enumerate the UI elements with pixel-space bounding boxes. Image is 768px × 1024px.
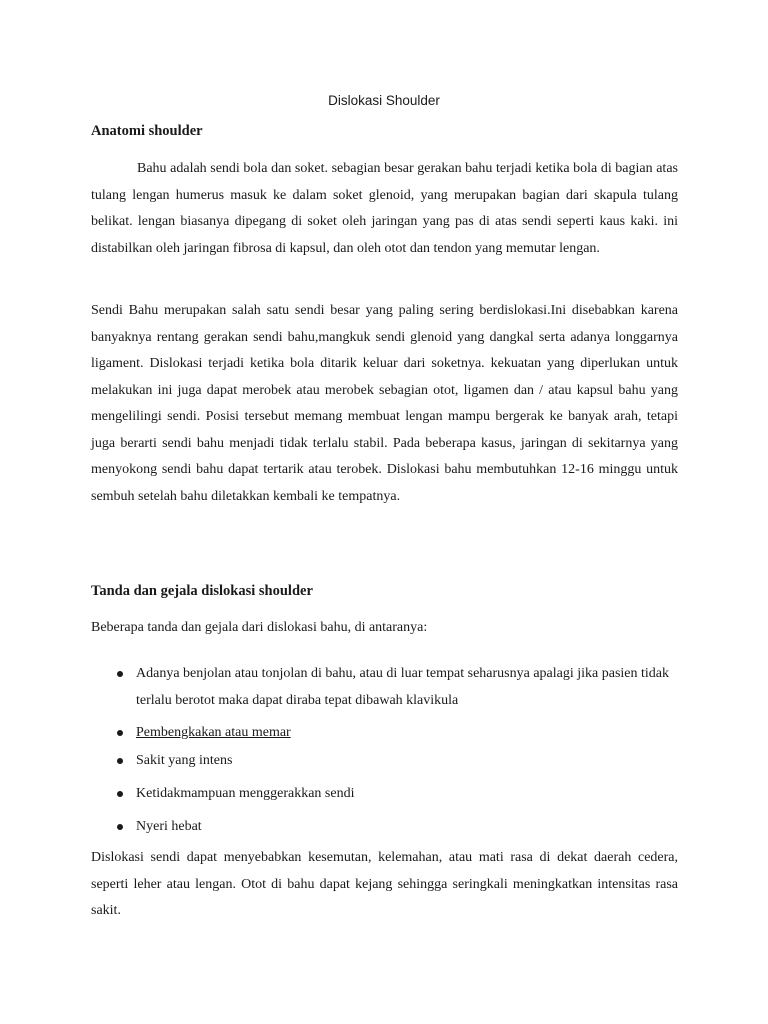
list-item-text: Adanya benjolan atau tonjolan di bahu, atau di luar tempat seharusnya apalagi jika pasien tidak terlalu berotot maka dapat diraba tepat dibawah klavikula [136,666,669,708]
paragraph-anatomi-1: Bahu adalah sendi bola dan soket. sebagian besar gerakan bahu terjadi ketika bola di bagian atas tulang lengan humerus masuk ke dalam soket glenoid, yang merupakan bagian dari skapula tulang belikat. lengan biasanya dipegang di soket oleh jaringan yang pas di atas sendi seperti kaus kaki. ini distabilkan oleh jaringan fibrosa di kapsul, dan oleh otot dan tendon yang memutar lengan. [91,161,678,256]
list-item-text: Sakit yang intens [136,753,233,768]
list-item [136,813,681,840]
document-title: Dislokasi Shoulder [328,93,440,108]
bullet-icon [117,730,123,736]
list-item-text: Pembengkakan atau memar [136,725,291,740]
bullet-icon [117,824,123,830]
list-item [136,747,681,774]
list-item [136,660,681,714]
bullet-icon [117,671,123,677]
section-heading-anatomi: Anatomi shoulder [91,123,203,139]
list-item-text: Ketidakmampuan menggerakkan sendi [136,786,355,801]
paragraph-closing: Dislokasi sendi dapat menyebabkan kesemutan, kelemahan, atau mati rasa di dekat daerah cedera, seperti leher atau lengan. Otot di bahu dapat kejang sehingga seringkali meningkatkan intensitas rasa sakit. [91,850,678,918]
list-item [136,780,681,807]
paragraph-intro: Beberapa tanda dan gejala dari dislokasi bahu, di antaranya: [91,620,428,635]
bullet-icon [117,791,123,797]
paragraph-anatomi-2: Sendi Bahu merupakan salah satu sendi besar yang paling sering berdislokasi.Ini disebabkan karena banyaknya rentang gerakan sendi bahu,mangkuk sendi glenoid yang dangkal serta adanya longgarnya ligament. Dislokasi terjadi ketika bola ditarik keluar dari soketnya. kekuatan yang diperlukan untuk melakukan ini juga dapat merobek atau merobek sebagian otot, ligamen dan / atau kapsul bahu yang mengelilingi sendi. Posisi tersebut memang membuat lengan mampu bergerak ke banyak arah, tetapi juga berarti sendi bahu menjadi tidak terlalu stabil. Pada beberapa kasus, jaringan di sekitarnya yang menyokong sendi bahu dapat tertarik atau terobek. Dislokasi bahu membutuhkan 12-16 minggu untuk sembuh setelah bahu diletakkan kembali ke tempatnya. [91,303,678,504]
list-item [136,719,681,746]
section-heading-tanda-gejala: Tanda dan gejala dislokasi shoulder [91,583,313,599]
bullet-icon [117,758,123,764]
list-item-text: Nyeri hebat [136,819,202,834]
